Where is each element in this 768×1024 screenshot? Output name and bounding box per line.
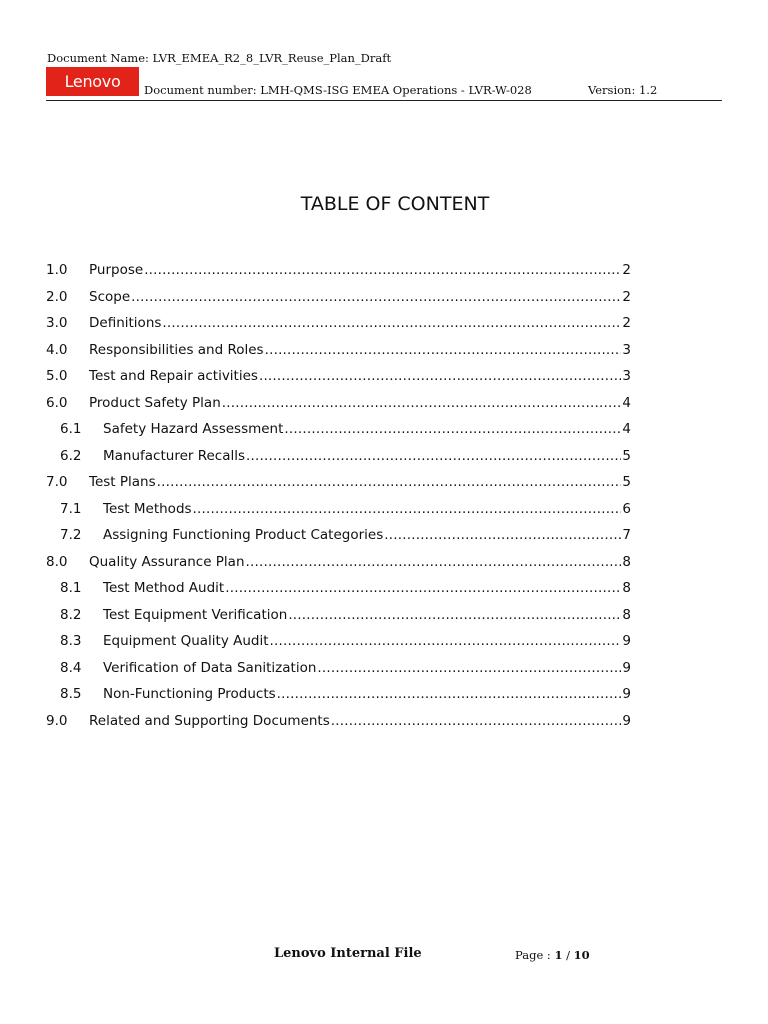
toc-entry[interactable] (46, 633, 631, 660)
header-divider (46, 100, 722, 101)
page-prefix: Page : (515, 948, 555, 962)
toc-entry-number: 6.0 (46, 394, 68, 411)
toc-entry-number: 8.3 (60, 633, 82, 649)
toc-entry-label: Quality Assurance Plan (89, 553, 245, 570)
toc-entry-label: Test Methods (103, 500, 192, 517)
toc-entry[interactable] (46, 607, 631, 634)
toc-entry-page: 3 (622, 368, 631, 384)
toc-entry-number: 8.0 (46, 553, 68, 570)
document-version: Version: 1.2 (588, 83, 658, 97)
toc-entry[interactable] (46, 580, 631, 607)
toc-leader-dots (270, 633, 622, 649)
toc-leader-dots (277, 686, 622, 702)
toc-entry-number: 6.1 (60, 421, 82, 437)
toc-entry-label: Test Equipment Verification (103, 606, 288, 623)
toc-leader-dots (225, 580, 621, 596)
toc-entry-label: Verification of Data Sanitization (103, 659, 317, 676)
toc-entry-label: Safety Hazard Assessment (103, 421, 284, 437)
toc-entry-page: 9 (622, 633, 631, 649)
toc-entry[interactable] (46, 395, 631, 422)
toc-leader-dots (246, 448, 621, 464)
toc-entry-page: 6 (622, 500, 631, 517)
toc-entry-label: Responsibilities and Roles (89, 341, 264, 358)
toc-entry-label: Assigning Functioning Product Categories (103, 527, 384, 543)
toc-leader-dots (259, 368, 621, 384)
toc-entry[interactable] (46, 686, 631, 713)
toc-leader-dots (144, 262, 621, 278)
toc-entry-label: Related and Supporting Documents (89, 712, 330, 729)
toc-entry-page: 4 (622, 394, 631, 411)
toc-entry[interactable] (46, 501, 631, 528)
toc-entry-number: 7.1 (60, 500, 82, 517)
toc-entry[interactable] (46, 289, 631, 316)
toc-entry[interactable] (46, 660, 631, 687)
toc-entry-label: Test Method Audit (103, 580, 225, 596)
toc-entry-number: 1.0 (46, 262, 68, 278)
toc-entry-page: 3 (622, 341, 631, 358)
toc-entry-page: 2 (622, 315, 631, 331)
toc-entry[interactable] (46, 554, 631, 581)
table-of-contents (46, 262, 631, 739)
toc-entry-label: Non-Functioning Products (103, 686, 276, 702)
toc-entry-number: 5.0 (46, 368, 68, 384)
toc-entry-label: Purpose (89, 262, 144, 278)
document-name: Document Name: LVR_EMEA_R2_8_LVR_Reuse_Plan_Draft (47, 51, 392, 65)
toc-entry[interactable] (46, 342, 631, 369)
toc-entry-page: 2 (622, 262, 631, 278)
toc-leader-dots (384, 527, 621, 543)
toc-entry-number: 7.0 (46, 474, 68, 490)
toc-leader-dots (288, 607, 621, 623)
toc-entry-label: Scope (89, 288, 131, 305)
toc-entry-label: Equipment Quality Audit (103, 633, 269, 649)
toc-entry-label: Test Plans (89, 474, 156, 490)
toc-entry-label: Definitions (89, 315, 162, 331)
document-number: Document number: LMH-QMS-ISG EMEA Operations - LVR-W-028 (144, 83, 532, 97)
toc-leader-dots (246, 554, 622, 570)
toc-entry[interactable] (46, 262, 631, 289)
toc-leader-dots (265, 342, 622, 358)
toc-entry-page: 5 (622, 447, 631, 464)
toc-entry-number: 7.2 (60, 527, 82, 543)
toc-entry-page: 8 (622, 580, 631, 596)
toc-leader-dots (331, 713, 622, 729)
toc-entry-page: 9 (622, 712, 631, 729)
logo-text: Lenovo (64, 72, 121, 91)
toc-leader-dots (157, 474, 622, 490)
toc-entry-number: 6.2 (60, 447, 82, 464)
page-separator: / (562, 948, 574, 962)
toc-entry[interactable] (46, 474, 631, 501)
toc-entry[interactable] (46, 448, 631, 475)
toc-entry[interactable] (46, 368, 631, 395)
toc-entry-page: 5 (622, 474, 631, 490)
toc-leader-dots (284, 421, 621, 437)
toc-entry-page: 9 (622, 659, 631, 676)
toc-entry-label: Manufacturer Recalls (103, 447, 246, 464)
toc-entry-number: 8.2 (60, 606, 82, 623)
toc-leader-dots (222, 395, 622, 411)
footer-internal-file: Lenovo Internal File (274, 946, 422, 961)
toc-leader-dots (193, 501, 622, 517)
toc-entry-page: 8 (622, 553, 631, 570)
toc-entry-number: 8.4 (60, 659, 82, 676)
toc-entry[interactable] (46, 527, 631, 554)
toc-entry-label: Product Safety Plan (89, 394, 221, 411)
toc-entry[interactable] (46, 421, 631, 448)
page-total: 10 (573, 948, 590, 962)
toc-entry[interactable] (46, 713, 631, 740)
lenovo-logo (46, 67, 139, 96)
toc-entry-number: 2.0 (46, 288, 68, 305)
toc-entry-number: 8.5 (60, 686, 82, 702)
toc-entry-page: 9 (622, 686, 631, 702)
toc-leader-dots (162, 315, 621, 331)
footer-page-number (515, 948, 590, 962)
toc-leader-dots (317, 660, 621, 676)
page-title: TABLE OF CONTENT (300, 193, 490, 215)
toc-entry-number: 3.0 (46, 315, 68, 331)
toc-leader-dots (131, 289, 621, 305)
toc-entry-page: 7 (622, 527, 631, 543)
toc-entry-page: 2 (622, 288, 631, 305)
page-current: 1 (554, 948, 563, 962)
toc-entry-number: 8.1 (60, 580, 82, 596)
toc-entry-page: 4 (622, 421, 631, 437)
toc-entry-number: 9.0 (46, 712, 68, 729)
toc-entry[interactable] (46, 315, 631, 342)
toc-entry-label: Test and Repair activities (89, 368, 258, 384)
toc-entry-page: 8 (622, 606, 631, 623)
toc-entry-number: 4.0 (46, 341, 68, 358)
